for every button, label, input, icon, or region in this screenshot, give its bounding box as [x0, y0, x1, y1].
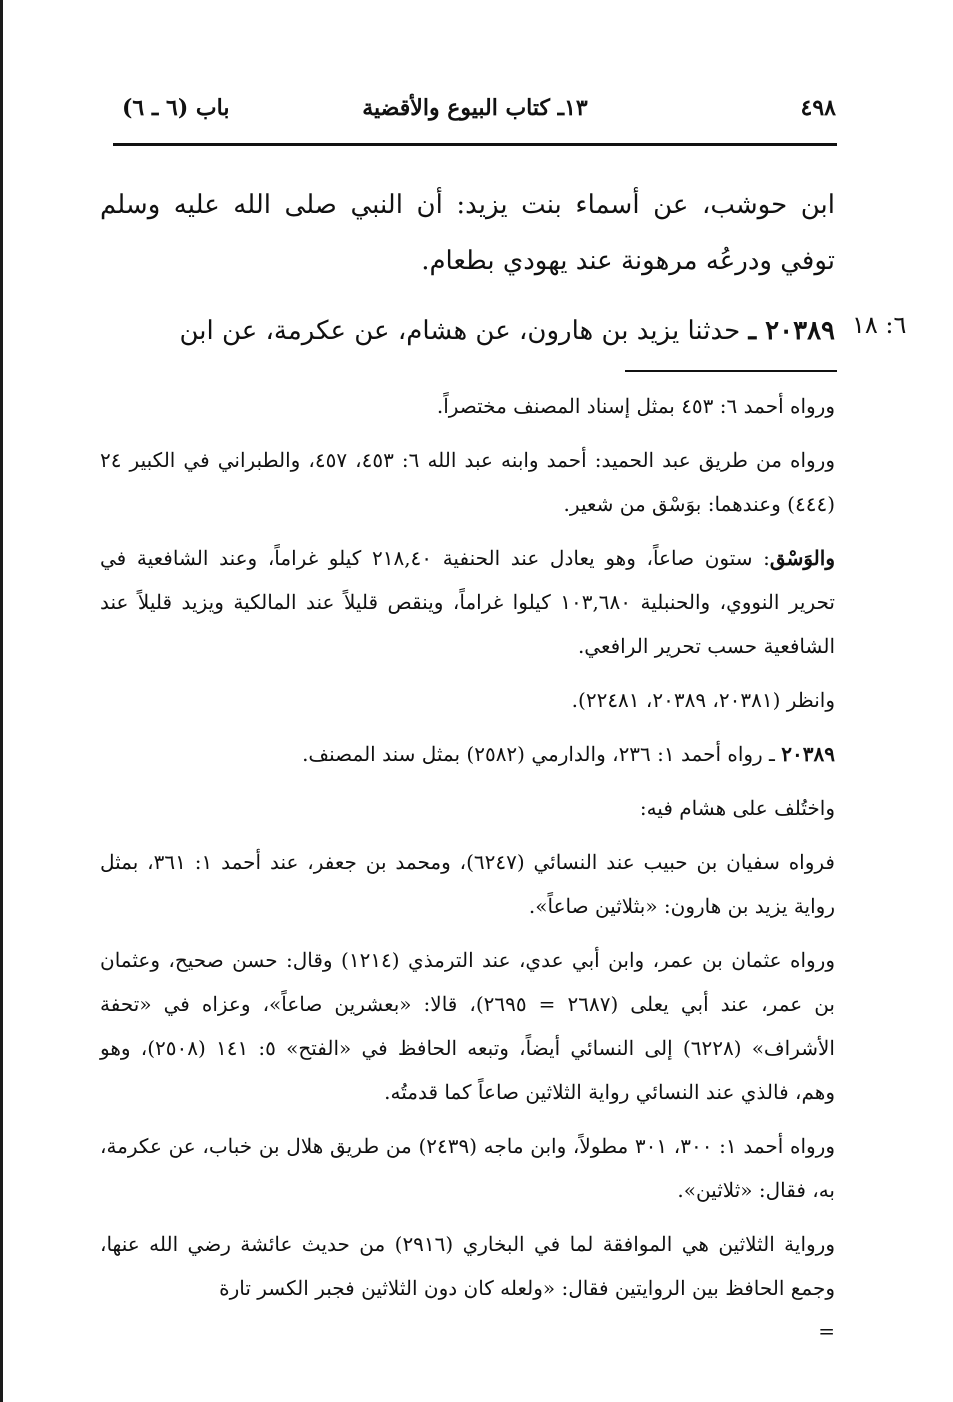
note-5: ٢٠٣٨٩ ـ رواه أحمد ١: ٢٣٦، والدارمي (٢٥٨٢) بمثل سند المصنف. — [302, 742, 835, 766]
footnote-separator — [625, 370, 837, 372]
footnotes — [100, 384, 835, 1342]
main-paragraph-2 — [100, 303, 835, 359]
hadith-number: ٢٠٣٨٩ ـ — [748, 316, 835, 346]
note-8: ورواه عثمان بن عمر، وابن أبي عدي، عند الترمذي (١٢١٤) وقال: حسن صحيح، وعثمان بن عمر، عند أبي يعلى (٢٦٨٧ = ٢٦٩٥)، قالا: «بعشرين صاعاً»، وعزاه في «تحفة الأشراف» (٦٢٢٨) إلى النسائي أيضاً، وتبعه الحافظ في «الفتح» ٥: ١٤١ (٢٥٠٨)، وهو وهم، فالذي عند النسائي رواية الثلاثين صاعاً كما قدمتُه. — [100, 948, 836, 1104]
hadith-text: حدثنا يزيد بن هارون، عن هشام، عن عكرمة، عن ابن — [179, 316, 749, 346]
term-wasq: والوَسْق — [769, 546, 835, 570]
note-6: واختُلف على هشام فيه: — [639, 796, 835, 820]
note-10: ورواية الثلاثين هي الموافقة لما في البخاري (٢٩١٦) من حديث عائشة رضي الله عنها، وجمع الحافظ بين الروايتين فقال: «ولعله كان دون الثلاثين فجبر الكسر تارة — [100, 1232, 835, 1300]
note-1: ورواه أحمد ٦: ٤٥٣ بمثل إسناد المصنف مختصراً. — [436, 394, 835, 418]
note-9: ورواه أحمد ١: ٣٠٠، ٣٠١ مطولاً، وابن ماجه (٢٤٣٩) من طريق هلال بن خباب، عن عكرمة، به، فقال: «ثلاثين». — [100, 1134, 835, 1202]
note-7: فرواه سفيان بن حبيب عند النسائي (٦٢٤٧)، ومحمد بن جعفر، عند أحمد ١: ٣٦١، بمثل رواية يزيد بن هارون: «بثلاثين صاعاً». — [100, 850, 835, 918]
note-4: وانظر (٢٠٣٨١، ٢٠٣٨٩، ٢٢٤٨١). — [571, 688, 835, 712]
note-hadith-number: ٢٠٣٨٩ — [781, 742, 835, 766]
running-header — [114, 95, 836, 135]
section-label: باب (٦ ـ ٦) — [122, 95, 230, 121]
note-2: ورواه من طريق عبد الحميد: أحمد وابنه عبد الله ٦: ٤٥٣، ٤٥٧، والطبراني في الكبير ٢٤ (٤٤٤) وعندهما: بوَسْق من شعير. — [100, 448, 835, 516]
continuation-mark: = — [818, 1319, 835, 1343]
page-number: ٤٩٨ — [800, 95, 836, 121]
margin-reference: ٦: ١٨ — [852, 311, 907, 339]
page-binding-edge — [0, 0, 3, 1402]
chapter-title: ١٣ـ كتاب البيوع والأقضية — [362, 95, 588, 121]
header-rule — [113, 143, 837, 146]
note-3: والوَسْق: ستون صاعاً، وهو يعادل عند الحنفية ٢١٨,٤٠ كيلو غراماً، وعند الشافعية في تحرير النووي، والحنبلية ١٠٣,٦٨٠ كيلوا غراماً، وينقص قليلاً عند المالكية ويزيد قليلاً عند الشافعية حسب تحرير الرافعي. — [100, 546, 835, 658]
main-paragraph-1: ابن حوشب، عن أسماء بنت يزيد: أن النبي صلى الله عليه وسلم توفي ودرعُه مرهونة عند يهودي بطعام. — [100, 190, 835, 276]
